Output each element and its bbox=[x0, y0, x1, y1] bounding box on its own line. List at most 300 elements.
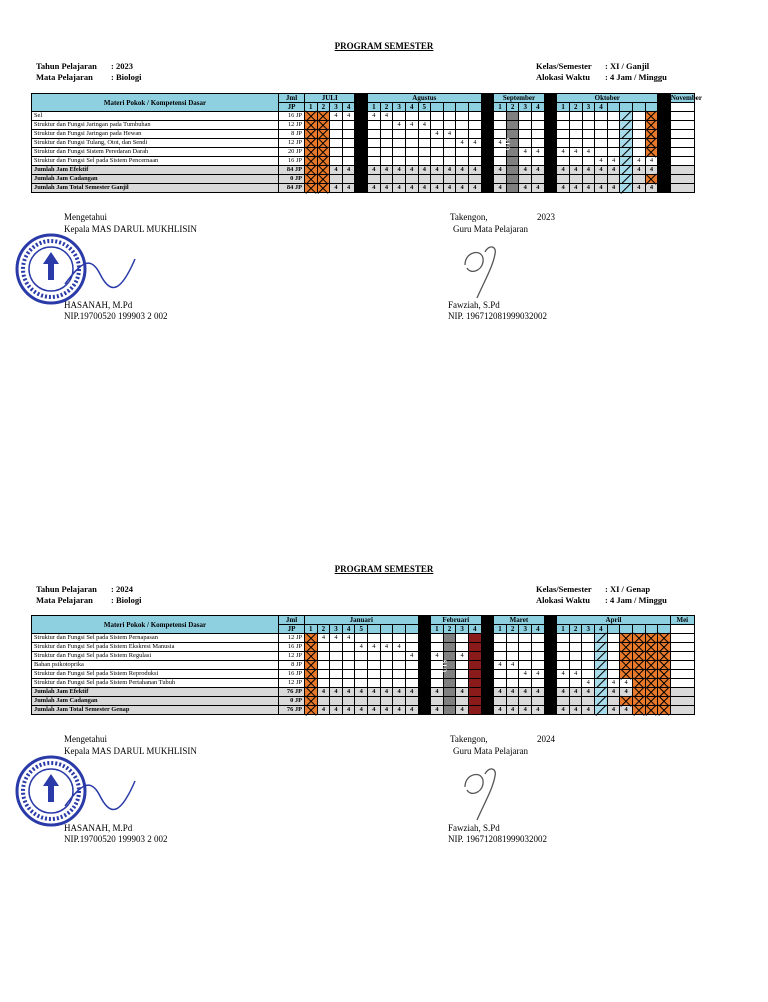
week-cell bbox=[393, 652, 406, 661]
materi-cell: Jumlah Jam Efektif bbox=[32, 688, 279, 697]
week-cell: 4 bbox=[607, 184, 620, 193]
guru-name: Fawziah, S.Pd bbox=[448, 823, 500, 833]
week-cell: 4 bbox=[355, 688, 368, 697]
week-cell: 4 bbox=[431, 688, 444, 697]
week-cell bbox=[368, 634, 381, 643]
week-cell: 4 bbox=[494, 706, 507, 715]
week-cell: 4 bbox=[431, 652, 444, 661]
week-number: 4 bbox=[532, 103, 545, 112]
jp-cell: 20 JP bbox=[279, 148, 305, 157]
ket-cell bbox=[670, 688, 694, 697]
week-cell: 4 bbox=[607, 706, 620, 715]
week-cell bbox=[355, 697, 368, 706]
week-number: 3 bbox=[519, 103, 532, 112]
materi-cell: Struktur dan Fungsi Jaringan pada Hewan bbox=[32, 130, 279, 139]
week-cell bbox=[557, 643, 570, 652]
week-cell: 4 bbox=[456, 688, 469, 697]
week-cell: 4 bbox=[431, 184, 444, 193]
week-cell bbox=[342, 643, 355, 652]
week-cell bbox=[519, 652, 532, 661]
week-number bbox=[393, 625, 406, 634]
materi-cell: Jumlah Jam Total Semester Genap bbox=[32, 706, 279, 715]
materi-cell: Struktur dan Fungsi Sel pada Sistem Pencernaan bbox=[32, 157, 279, 166]
week-cell bbox=[431, 679, 444, 688]
table-row bbox=[32, 670, 695, 679]
jp-cell: 0 JP bbox=[279, 697, 305, 706]
week-cell bbox=[456, 679, 469, 688]
kepala-title: Kepala MAS DARUL MUKHLISIN bbox=[64, 746, 197, 756]
blocked-cell bbox=[468, 652, 481, 661]
week-cell: 4 bbox=[443, 130, 456, 139]
week-cell bbox=[557, 679, 570, 688]
week-cell: 4 bbox=[519, 670, 532, 679]
week-cell: 4 bbox=[557, 688, 570, 697]
week-cell bbox=[355, 670, 368, 679]
holiday-cell bbox=[658, 706, 671, 715]
week-cell: 4 bbox=[342, 166, 355, 175]
week-cell: 4 bbox=[569, 688, 582, 697]
month-separator bbox=[418, 616, 431, 634]
week-cell: 4 bbox=[595, 166, 608, 175]
week-cell: 4 bbox=[456, 139, 469, 148]
week-cell: 4 bbox=[607, 688, 620, 697]
column-header-jp: JP bbox=[279, 625, 305, 634]
ket-cell bbox=[670, 670, 694, 679]
jp-cell: 8 JP bbox=[279, 130, 305, 139]
jp-cell: 16 JP bbox=[279, 157, 305, 166]
week-number: 1 bbox=[431, 625, 444, 634]
week-number: 2 bbox=[443, 625, 456, 634]
week-cell: 4 bbox=[645, 157, 658, 166]
materi-cell: Struktur dan Fungsi Jaringan pada Tumbuhan bbox=[32, 121, 279, 130]
week-cell bbox=[317, 697, 330, 706]
kepala-title: Kepala MAS DARUL MUKHLISIN bbox=[64, 224, 197, 234]
uts-cell bbox=[443, 706, 456, 715]
week-number: 2 bbox=[506, 103, 519, 112]
week-cell bbox=[519, 634, 532, 643]
column-header-jp: JP bbox=[279, 103, 305, 112]
jp-cell: 16 JP bbox=[279, 670, 305, 679]
week-cell: 4 bbox=[330, 634, 343, 643]
kepala-signature-icon bbox=[60, 766, 140, 820]
month-separator bbox=[544, 634, 557, 715]
table-row bbox=[32, 661, 695, 670]
column-header-materi: Materi Pokok / Kompetensi Dasar bbox=[32, 94, 279, 112]
week-cell: 4 bbox=[456, 184, 469, 193]
kelas-semester: Kelas/Semester : XI / Genap bbox=[536, 584, 651, 594]
week-cell bbox=[532, 679, 545, 688]
kelas-semester: Kelas/Semester : XI / Ganjil bbox=[536, 61, 650, 71]
week-cell: 4 bbox=[569, 706, 582, 715]
week-cell: 4 bbox=[456, 652, 469, 661]
week-cell: 4 bbox=[456, 706, 469, 715]
week-number: 1 bbox=[494, 103, 507, 112]
month-separator bbox=[481, 634, 494, 715]
week-cell bbox=[607, 661, 620, 670]
week-cell bbox=[342, 679, 355, 688]
column-header-materi: Materi Pokok / Kompetensi Dasar bbox=[32, 616, 279, 634]
materi-cell: Struktur dan Fungsi Sistem Peredaran Darah bbox=[32, 148, 279, 157]
week-number bbox=[405, 625, 418, 634]
week-cell bbox=[607, 643, 620, 652]
jp-cell: 76 JP bbox=[279, 688, 305, 697]
mengetahui-label: Mengetahui bbox=[64, 734, 107, 744]
week-cell: 4 bbox=[330, 184, 343, 193]
week-cell: 4 bbox=[393, 166, 406, 175]
week-cell bbox=[330, 679, 343, 688]
week-cell: 4 bbox=[431, 706, 444, 715]
week-cell bbox=[519, 643, 532, 652]
kepala-name: HASANAH, M.Pd bbox=[64, 823, 133, 833]
uts-cell bbox=[443, 679, 456, 688]
mengetahui-label: Mengetahui bbox=[64, 212, 107, 222]
kepala-nip: NIP.19700520 199903 2 002 bbox=[64, 311, 168, 321]
week-cell bbox=[506, 643, 519, 652]
week-cell bbox=[393, 679, 406, 688]
week-cell: 4 bbox=[506, 688, 519, 697]
week-cell: 4 bbox=[405, 184, 418, 193]
week-cell bbox=[494, 670, 507, 679]
uts-cell bbox=[443, 697, 456, 706]
jp-cell: 12 JP bbox=[279, 679, 305, 688]
week-number: 4 bbox=[342, 103, 355, 112]
week-cell bbox=[582, 661, 595, 670]
holiday-cell bbox=[645, 706, 658, 715]
week-cell: 4 bbox=[393, 184, 406, 193]
week-cell bbox=[368, 679, 381, 688]
week-number: 1 bbox=[557, 625, 570, 634]
week-number: 3 bbox=[330, 103, 343, 112]
week-cell: 4 bbox=[380, 112, 393, 121]
month-header: Februari bbox=[431, 616, 481, 625]
jp-cell: 0 JP bbox=[279, 175, 305, 184]
week-cell: 4 bbox=[595, 184, 608, 193]
week-cell bbox=[456, 661, 469, 670]
materi-cell: Jumlah Jam Cadangan bbox=[32, 175, 279, 184]
week-cell: 4 bbox=[368, 166, 381, 175]
holiday-cell bbox=[632, 706, 645, 715]
week-cell: 4 bbox=[620, 679, 633, 688]
blocked-cell bbox=[468, 670, 481, 679]
week-cell bbox=[355, 661, 368, 670]
week-number: 3 bbox=[393, 103, 406, 112]
alokasi-waktu: Alokasi Waktu : 4 Jam / Minggu bbox=[536, 595, 667, 605]
table-row bbox=[32, 634, 695, 643]
week-cell bbox=[532, 643, 545, 652]
week-cell: 4 bbox=[456, 166, 469, 175]
blocked-cell bbox=[468, 697, 481, 706]
month-header: September bbox=[494, 94, 544, 103]
week-cell bbox=[582, 652, 595, 661]
week-cell: 4 bbox=[405, 166, 418, 175]
week-cell: 4 bbox=[342, 112, 355, 121]
holiday-cell bbox=[620, 670, 633, 679]
week-number: 1 bbox=[557, 103, 570, 112]
week-number: 5 bbox=[418, 103, 431, 112]
ket-cell bbox=[670, 652, 694, 661]
program-semester-table bbox=[31, 615, 695, 715]
jp-cell: 84 JP bbox=[279, 184, 305, 193]
week-cell: 4 bbox=[620, 688, 633, 697]
week-cell bbox=[494, 643, 507, 652]
month-header: Mei bbox=[670, 616, 694, 625]
week-cell: 4 bbox=[569, 184, 582, 193]
tahun-pelajaran: Tahun Pelajaran : 2024 bbox=[36, 584, 133, 594]
week-cell: 4 bbox=[405, 688, 418, 697]
week-cell: 4 bbox=[645, 166, 658, 175]
week-cell bbox=[393, 634, 406, 643]
week-cell: 4 bbox=[595, 157, 608, 166]
week-cell: 4 bbox=[368, 643, 381, 652]
week-cell bbox=[607, 670, 620, 679]
week-cell bbox=[342, 652, 355, 661]
week-cell: 4 bbox=[557, 148, 570, 157]
mata-pelajaran: Mata Pelajaran : Biologi bbox=[36, 595, 142, 605]
week-cell: 4 bbox=[632, 157, 645, 166]
week-cell bbox=[557, 697, 570, 706]
week-cell: 4 bbox=[342, 184, 355, 193]
blocked-cell bbox=[468, 688, 481, 697]
week-cell bbox=[532, 634, 545, 643]
month-header: JULI bbox=[305, 94, 355, 103]
month-header: Oktober bbox=[557, 94, 658, 103]
week-cell: 4 bbox=[569, 670, 582, 679]
week-cell: 4 bbox=[532, 670, 545, 679]
week-cell: 4 bbox=[645, 184, 658, 193]
alokasi-waktu: Alokasi Waktu : 4 Jam / Minggu bbox=[536, 72, 667, 82]
guru-name: Fawziah, S.Pd bbox=[448, 300, 500, 310]
week-cell bbox=[330, 652, 343, 661]
ket-cell bbox=[670, 679, 694, 688]
week-cell: 4 bbox=[557, 184, 570, 193]
week-number: 2 bbox=[569, 103, 582, 112]
week-cell bbox=[317, 643, 330, 652]
ket-cell bbox=[670, 634, 694, 643]
week-number: 1 bbox=[368, 103, 381, 112]
hatched-cell bbox=[595, 706, 608, 715]
blocked-cell bbox=[468, 661, 481, 670]
week-cell bbox=[405, 634, 418, 643]
week-cell: 4 bbox=[532, 184, 545, 193]
week-cell bbox=[380, 652, 393, 661]
table-row bbox=[32, 706, 695, 715]
week-cell bbox=[569, 697, 582, 706]
week-cell: 4 bbox=[607, 166, 620, 175]
week-cell: 4 bbox=[519, 184, 532, 193]
uts-cell bbox=[443, 688, 456, 697]
week-cell: 4 bbox=[494, 166, 507, 175]
week-cell: 4 bbox=[582, 679, 595, 688]
tahun-pelajaran: Tahun Pelajaran : 2023 bbox=[36, 61, 133, 71]
jp-cell: 84 JP bbox=[279, 166, 305, 175]
week-cell: 4 bbox=[380, 643, 393, 652]
week-cell: 4 bbox=[431, 166, 444, 175]
week-cell: 4 bbox=[443, 166, 456, 175]
materi-cell: Struktur dan Fungsi Sel pada Sistem Regulasi bbox=[32, 652, 279, 661]
week-cell bbox=[494, 634, 507, 643]
jp-cell: 16 JP bbox=[279, 643, 305, 652]
week-cell: 4 bbox=[393, 643, 406, 652]
week-number: 1 bbox=[305, 625, 318, 634]
week-cell bbox=[393, 670, 406, 679]
ket-cell bbox=[670, 661, 694, 670]
week-number: 4 bbox=[468, 625, 481, 634]
week-cell: 4 bbox=[506, 661, 519, 670]
week-cell bbox=[607, 652, 620, 661]
week-cell bbox=[330, 643, 343, 652]
week-cell: 4 bbox=[632, 166, 645, 175]
table-row bbox=[32, 697, 695, 706]
week-cell: 4 bbox=[557, 670, 570, 679]
week-cell bbox=[519, 697, 532, 706]
week-cell: 4 bbox=[443, 184, 456, 193]
week-cell: 4 bbox=[368, 688, 381, 697]
week-number: 3 bbox=[330, 625, 343, 634]
week-cell bbox=[393, 661, 406, 670]
week-cell bbox=[380, 661, 393, 670]
week-number: 4 bbox=[595, 625, 608, 634]
week-number bbox=[380, 625, 393, 634]
mata-pelajaran: Mata Pelajaran : Biologi bbox=[36, 72, 142, 82]
week-cell: 4 bbox=[355, 706, 368, 715]
week-cell bbox=[317, 652, 330, 661]
week-cell: 4 bbox=[418, 121, 431, 130]
materi-cell: Struktur dan Fungsi Sel pada Sistem Reproduksi bbox=[32, 670, 279, 679]
week-cell: 4 bbox=[342, 688, 355, 697]
week-cell bbox=[317, 661, 330, 670]
guru-nip: NIP. 196712081999032002 bbox=[448, 311, 548, 321]
week-cell bbox=[405, 679, 418, 688]
week-cell bbox=[506, 670, 519, 679]
week-cell bbox=[506, 697, 519, 706]
week-cell: 4 bbox=[532, 706, 545, 715]
week-number bbox=[368, 625, 381, 634]
week-cell: 4 bbox=[494, 184, 507, 193]
table-row bbox=[32, 688, 695, 697]
materi-cell: Struktur dan Fungsi Sel pada Sistem Ekskresi Manusia bbox=[32, 643, 279, 652]
week-cell bbox=[569, 661, 582, 670]
week-cell bbox=[582, 670, 595, 679]
week-cell: 4 bbox=[557, 166, 570, 175]
week-cell: 4 bbox=[532, 148, 545, 157]
week-cell bbox=[431, 634, 444, 643]
uts-cell bbox=[441, 634, 456, 673]
week-cell: 4 bbox=[405, 706, 418, 715]
week-cell: 4 bbox=[317, 688, 330, 697]
week-cell: 4 bbox=[368, 706, 381, 715]
kota-label: Takengon, bbox=[450, 734, 488, 744]
uts-cell bbox=[443, 643, 456, 652]
week-cell bbox=[317, 670, 330, 679]
week-cell: 4 bbox=[582, 706, 595, 715]
week-cell: 4 bbox=[380, 706, 393, 715]
week-cell bbox=[380, 670, 393, 679]
week-cell: 4 bbox=[418, 166, 431, 175]
week-number: 1 bbox=[494, 625, 507, 634]
materi-cell: Struktur dan Fungsi Sel pada Sistem Pertahanan Tubuh bbox=[32, 679, 279, 688]
week-cell: 4 bbox=[506, 706, 519, 715]
week-number bbox=[607, 625, 620, 634]
week-cell: 4 bbox=[582, 688, 595, 697]
week-number: 5 bbox=[355, 625, 368, 634]
week-cell: 4 bbox=[405, 652, 418, 661]
week-cell bbox=[393, 697, 406, 706]
table-row bbox=[32, 652, 695, 661]
week-cell bbox=[519, 679, 532, 688]
week-cell: 4 bbox=[519, 166, 532, 175]
week-number: 2 bbox=[569, 625, 582, 634]
week-cell bbox=[380, 697, 393, 706]
week-cell bbox=[368, 652, 381, 661]
blocked-cell bbox=[468, 634, 481, 643]
week-cell bbox=[431, 643, 444, 652]
week-cell bbox=[380, 634, 393, 643]
week-number: 3 bbox=[582, 625, 595, 634]
jp-cell: 12 JP bbox=[279, 634, 305, 643]
week-cell bbox=[317, 679, 330, 688]
week-cell bbox=[582, 697, 595, 706]
week-cell bbox=[569, 679, 582, 688]
week-cell: 4 bbox=[330, 688, 343, 697]
week-cell: 4 bbox=[582, 166, 595, 175]
week-cell: 4 bbox=[393, 121, 406, 130]
week-cell bbox=[368, 661, 381, 670]
materi-cell: Bahan psikotoprika bbox=[32, 661, 279, 670]
holiday-cell bbox=[305, 706, 318, 715]
week-cell: 4 bbox=[569, 148, 582, 157]
week-cell: 4 bbox=[342, 634, 355, 643]
uts-label: UTS bbox=[441, 659, 449, 673]
week-number: 2 bbox=[506, 625, 519, 634]
week-cell bbox=[368, 670, 381, 679]
materi-cell: Sel bbox=[32, 112, 279, 121]
week-cell bbox=[519, 661, 532, 670]
week-cell: 4 bbox=[569, 166, 582, 175]
table-row bbox=[32, 643, 695, 652]
week-cell: 4 bbox=[519, 706, 532, 715]
week-cell bbox=[569, 643, 582, 652]
week-cell bbox=[342, 670, 355, 679]
page-title: PROGRAM SEMESTER bbox=[334, 41, 434, 51]
year-label: 2023 bbox=[537, 212, 555, 222]
materi-cell: Jumlah Jam Efektif bbox=[32, 166, 279, 175]
kota-label: Takengon, bbox=[450, 212, 488, 222]
week-cell bbox=[456, 643, 469, 652]
week-cell: 4 bbox=[368, 184, 381, 193]
week-cell bbox=[506, 634, 519, 643]
week-cell: 4 bbox=[380, 166, 393, 175]
week-cell bbox=[506, 679, 519, 688]
column-header-jml: Jml bbox=[279, 616, 305, 625]
week-cell bbox=[494, 697, 507, 706]
holiday-cell bbox=[620, 697, 633, 706]
week-number: 3 bbox=[456, 625, 469, 634]
guru-title: Guru Mata Pelajaran bbox=[453, 224, 528, 234]
month-header: Januari bbox=[305, 616, 419, 625]
ket-cell bbox=[670, 706, 694, 715]
week-cell bbox=[342, 661, 355, 670]
week-cell: 4 bbox=[405, 121, 418, 130]
week-cell bbox=[494, 652, 507, 661]
week-number: 2 bbox=[317, 625, 330, 634]
week-cell bbox=[532, 661, 545, 670]
month-header: November bbox=[670, 94, 702, 102]
week-cell: 4 bbox=[532, 166, 545, 175]
week-cell: 4 bbox=[532, 688, 545, 697]
week-cell bbox=[368, 697, 381, 706]
week-cell: 4 bbox=[519, 148, 532, 157]
week-number: 3 bbox=[582, 103, 595, 112]
